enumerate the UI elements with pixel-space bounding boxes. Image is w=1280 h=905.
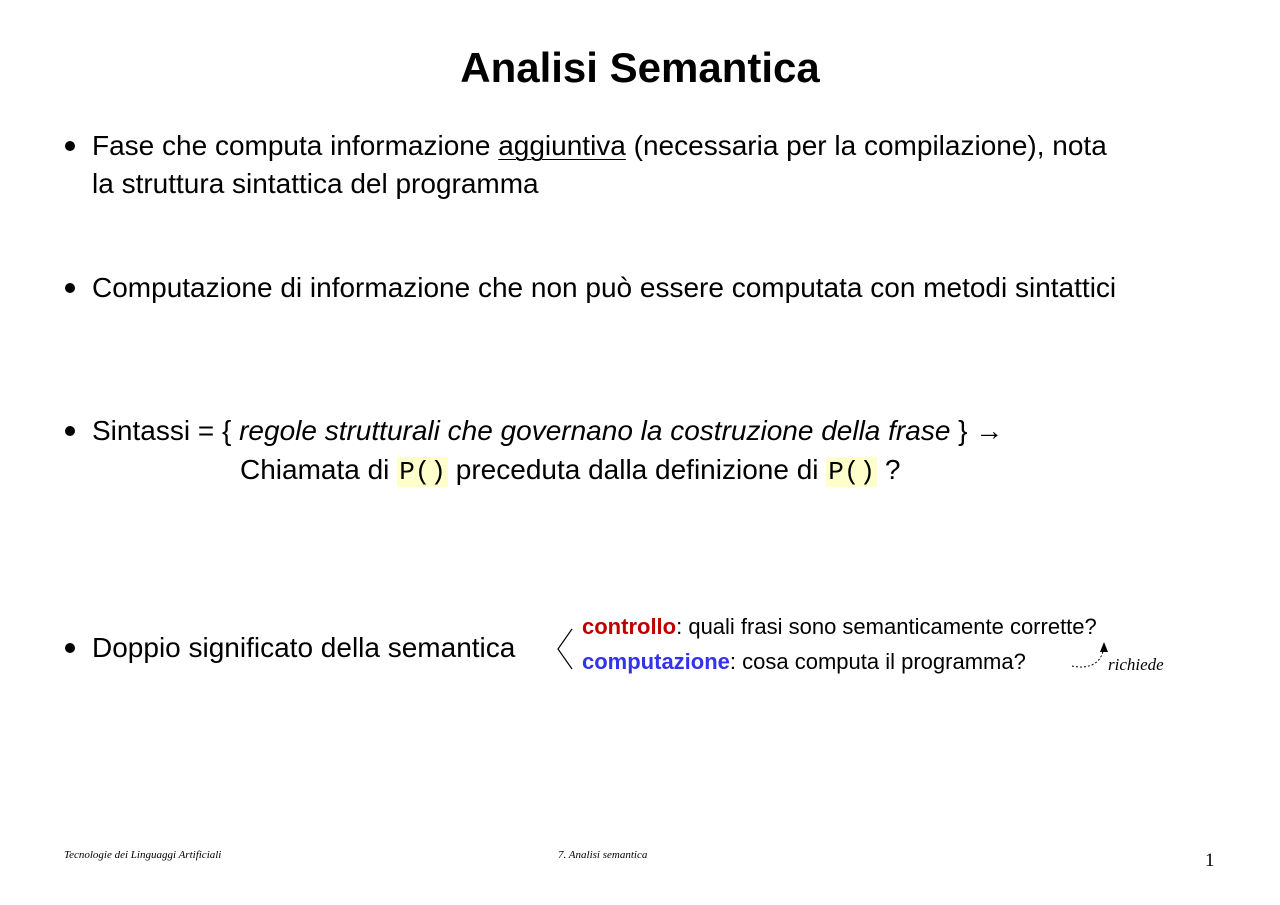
bullet-3-italic: regole strutturali che governano la costruzione della frase xyxy=(239,415,951,446)
bullet-icon xyxy=(65,283,75,293)
bullet-1-line-2: la struttura sintattica del programma xyxy=(92,168,539,199)
controllo-desc: : quali frasi sono semanticamente corrette? xyxy=(676,614,1097,639)
code-snippet: P() xyxy=(828,457,876,487)
controllo-term: controllo xyxy=(582,614,677,639)
computazione-term: computazione xyxy=(582,649,730,674)
computazione-desc: : cosa computa il programma? xyxy=(729,649,1026,674)
bullet-1-text-pre: Fase che computa informazione xyxy=(92,130,499,161)
footer-course: Tecnologie dei Linguaggi Artificiali xyxy=(64,849,222,861)
page-title: Analisi Semantica xyxy=(460,44,820,91)
bullet-2-text: Computazione di informazione che non può essere computata con metodi sintattici xyxy=(92,272,1117,303)
bullet-3-line-1 xyxy=(92,412,1003,450)
bullet-icon xyxy=(65,141,75,151)
bullet-1-text-post: (necessaria per la compilazione), nota xyxy=(625,130,1107,161)
bullet-3-line2-c: ? xyxy=(877,454,901,485)
bullet-icon xyxy=(65,426,75,436)
bullet-4-text: Doppio significato della semantica xyxy=(92,632,516,663)
controllo-line xyxy=(582,612,1097,642)
code-snippet: P() xyxy=(399,457,446,487)
bullet-1-underlined: aggiuntiva xyxy=(498,130,626,161)
bullet-3-line-2 xyxy=(240,451,900,491)
bullet-1-line-1 xyxy=(92,127,1107,165)
richiede-label: richiede xyxy=(1108,655,1164,674)
bullet-3-line2-a: Chiamata di xyxy=(240,454,398,485)
branch-bracket-icon xyxy=(554,626,576,672)
bullet-3-pre: Sintassi = { xyxy=(92,415,240,446)
computazione-line xyxy=(582,647,1026,677)
page-number: 1 xyxy=(1205,850,1215,871)
bullet-icon xyxy=(65,643,75,653)
footer-chapter: 7. Analisi semantica xyxy=(558,849,648,861)
bullet-3-line2-b: preceduta dalla definizione di xyxy=(448,454,827,485)
bullet-3-post: } → xyxy=(950,415,1004,446)
